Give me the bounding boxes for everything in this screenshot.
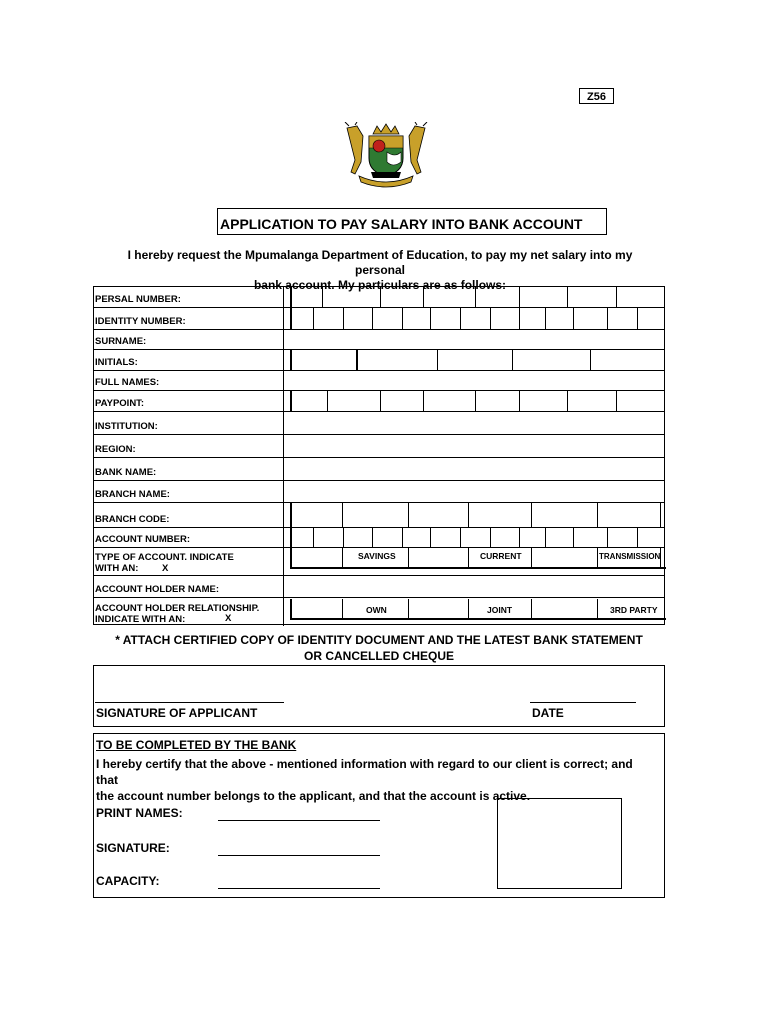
row-surname[interactable] — [94, 330, 664, 350]
bank-signature-label: SIGNATURE: — [96, 841, 170, 855]
capacity-line[interactable] — [218, 888, 380, 889]
cert-line-2: the account number belongs to the applicant, and that the account is active. — [96, 789, 531, 803]
signature-line[interactable] — [95, 702, 284, 703]
option-savings[interactable]: SAVINGS — [358, 551, 396, 561]
bank-certification-text — [96, 756, 636, 804]
coat-of-arms-emblem — [343, 122, 429, 188]
bank-signature-line[interactable] — [218, 855, 380, 856]
full-names-label: FULL NAMES: — [95, 377, 160, 388]
form-title: APPLICATION TO PAY SALARY INTO BANK ACCOUNT — [217, 208, 607, 235]
option-current[interactable]: CURRENT — [480, 551, 522, 561]
row-persal[interactable] — [94, 287, 664, 308]
attach-notice — [100, 632, 658, 664]
holder-relationship-line-2: INDICATE WITH AN: — [95, 614, 186, 625]
surname-label: SURNAME: — [95, 336, 147, 347]
identity-label: IDENTITY NUMBER: — [95, 316, 186, 327]
attach-line-1: * ATTACH CERTIFIED COPY OF IDENTITY DOCUMENT AND THE LATEST BANK STATEMENT — [115, 633, 643, 647]
print-names-label: PRINT NAMES: — [96, 806, 183, 820]
intro-line-1: I hereby request the Mpumalanga Department of Education, to pay my net salary into my personal — [127, 248, 633, 277]
holder-name-label: ACCOUNT HOLDER NAME: — [95, 584, 220, 595]
relationship-x-mark: X — [225, 613, 232, 624]
date-label: DATE — [532, 706, 564, 720]
intro-line-2: bank account. My particulars are as follows: — [253, 278, 507, 292]
print-names-line[interactable] — [218, 820, 380, 821]
initials-label: INITIALS: — [95, 357, 138, 368]
row-paypoint[interactable] — [94, 391, 664, 412]
attach-line-2: OR CANCELLED CHEQUE — [303, 649, 454, 663]
applicant-signature-box — [93, 665, 665, 727]
institution-label: INSTITUTION: — [95, 421, 158, 432]
bank-stamp-box[interactable] — [497, 798, 622, 889]
row-account-number[interactable] — [94, 528, 664, 548]
paypoint-label: PAYPOINT: — [95, 398, 145, 409]
row-institution[interactable] — [94, 412, 664, 435]
particulars-table — [93, 286, 665, 625]
row-identity[interactable] — [94, 308, 664, 330]
row-branch-name[interactable] — [94, 481, 664, 503]
region-label: REGION: — [95, 444, 136, 455]
cert-line-1: I hereby certify that the above - mentioned information with regard to our client is correct; and that — [96, 757, 633, 787]
persal-label: PERSAL NUMBER: — [95, 294, 181, 305]
date-line[interactable] — [530, 702, 636, 703]
option-own[interactable]: OWN — [366, 605, 387, 615]
bank-section-heading: TO BE COMPLETED BY THE BANK — [96, 738, 297, 752]
row-holder-name[interactable] — [94, 576, 664, 598]
branch-name-label: BRANCH NAME: — [95, 489, 170, 500]
form-code: Z56 — [579, 88, 614, 104]
signature-of-applicant-label: SIGNATURE OF APPLICANT — [96, 706, 258, 720]
row-branch-code[interactable] — [94, 503, 664, 528]
option-joint[interactable]: JOINT — [487, 605, 513, 615]
option-3rd-party[interactable]: 3RD PARTY — [610, 605, 658, 615]
bank-name-label: BANK NAME: — [95, 467, 157, 478]
holder-relationship-label — [95, 603, 259, 625]
capacity-label: CAPACITY: — [96, 874, 160, 888]
holder-relationship-line-1: ACCOUNT HOLDER RELATIONSHIP. — [95, 603, 260, 614]
account-type-x-mark: X — [162, 563, 169, 574]
account-type-with-an: WITH AN: — [95, 563, 139, 574]
account-type-label-line-1: TYPE OF ACCOUNT. INDICATE — [95, 552, 234, 563]
account-number-label: ACCOUNT NUMBER: — [95, 534, 190, 545]
row-initials[interactable] — [94, 350, 664, 371]
bank-section — [93, 733, 665, 898]
branch-code-label: BRANCH CODE: — [95, 514, 170, 525]
row-bank-name[interactable] — [94, 458, 664, 481]
row-full-names[interactable] — [94, 371, 664, 391]
option-transmission[interactable]: TRANSMISSION — [599, 552, 661, 561]
row-region[interactable] — [94, 435, 664, 458]
